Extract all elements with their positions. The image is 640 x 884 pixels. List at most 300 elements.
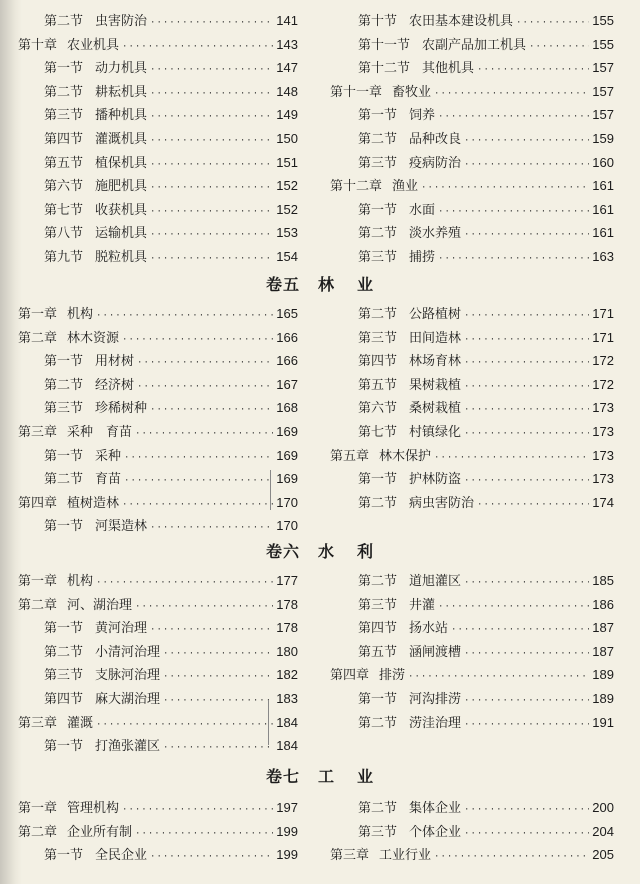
entry-title: 用材树 [95,354,135,370]
toc-chapter-entry [18,303,298,325]
entry-title: 饲养 [409,108,436,124]
dot-leader [421,177,589,199]
entry-title: 播种机具 [95,108,148,124]
page-number: 199 [276,823,298,839]
page-number: 171 [592,329,614,345]
entry-number: 第五章 [330,448,370,464]
entry-title: 其他机具 [422,61,475,77]
entry-title: 水面 [409,202,436,218]
toc-section-entry [358,327,614,349]
entry-title: 林木资源 [67,330,120,346]
toc-section-entry [44,81,298,103]
entry-title: 河、湖治理 [67,597,133,613]
page-number: 154 [276,249,298,264]
toc-section-entry [44,222,298,244]
dot-leader [150,619,273,641]
dot-leader [464,714,589,736]
entry-title: 灌溉机具 [95,132,148,147]
dot-leader [464,643,589,665]
dot-leader [163,690,273,712]
page-number: 204 [592,823,614,839]
page-number: 174 [592,494,614,510]
toc-chapter-entry [330,175,614,197]
toc-section-entry [44,445,298,467]
entry-number: 第一节 [44,848,84,864]
entry-number: 第三章 [18,715,58,731]
dot-leader [122,36,273,58]
dot-leader [464,224,589,246]
page-number: 173 [592,471,614,487]
entry-title: 个体企业 [409,824,462,840]
toc-chapter-entry [18,327,298,349]
entry-number: 第十章 [18,37,58,53]
entry-title: 打渔张灌区 [95,739,161,755]
entry-title: 收获机具 [95,202,148,218]
entry-title: 管理机构 [67,801,120,816]
entry-number: 第二节 [44,377,84,393]
toc-section-entry [44,688,298,710]
toc-section-entry [44,152,298,174]
entry-title: 采种 [95,448,122,464]
entry-title: 护林防盗 [409,472,462,488]
dot-leader [434,846,589,868]
toc-section-entry [358,712,614,734]
toc-section-entry [358,594,614,616]
dot-leader [464,690,589,712]
toc-section-entry [44,128,298,150]
entry-number: 第一节 [44,621,84,637]
entry-number: 第九节 [44,250,84,265]
dot-leader [434,83,589,105]
entry-title: 田间造林 [409,330,462,346]
dot-leader [464,352,589,374]
entry-title: 林木保护 [379,448,432,464]
dot-leader [150,12,273,34]
page-number: 148 [276,83,298,99]
page-number: 160 [592,154,614,170]
page-number: 155 [592,36,614,52]
dot-leader [438,248,589,270]
entry-title: 施肥机具 [95,179,148,195]
dot-leader [464,423,589,445]
entry-number: 第三节 [358,824,398,840]
entry-number: 第一章 [18,801,58,816]
page-number: 161 [592,178,614,194]
entry-title: 育苗 [95,472,122,488]
entry-number: 第二节 [358,132,398,147]
entry-title: 小清河治理 [95,644,161,660]
dot-leader [477,494,589,516]
entry-number: 第四章 [18,495,58,511]
entry-title: 井灌 [409,597,436,613]
entry-title: 林场育林 [409,354,462,370]
dot-leader [96,714,273,736]
entry-number: 第十一节 [358,37,411,53]
entry-title: 集体企业 [409,801,462,816]
dot-leader [464,572,589,594]
entry-title: 桑树栽植 [409,401,462,417]
page-number: 152 [276,201,298,217]
entry-number: 第十节 [358,14,398,29]
dot-leader [96,305,273,327]
page-number: 141 [276,13,298,28]
toc-section-entry [358,492,614,514]
toc-section-entry [358,104,614,126]
page-number: 200 [592,800,614,815]
entry-number: 第七节 [44,202,84,218]
entry-title: 植保机具 [95,155,148,171]
entry-number: 第五节 [358,644,398,660]
dot-leader [137,376,273,398]
toc-section-entry [358,10,614,32]
entry-title: 河沟排涝 [409,692,462,707]
entry-title: 农田基本建设机具 [409,14,514,29]
entry-number: 第十二章 [330,179,383,195]
entry-title: 涝洼治理 [409,715,462,731]
page-number: 185 [592,573,614,588]
toc-chapter-entry [330,844,614,866]
entry-number: 第三节 [358,330,398,346]
entry-title: 淡水养殖 [409,226,462,242]
entry-title: 麻大湖治理 [95,692,161,707]
dot-leader [464,399,589,421]
page-number: 186 [592,596,614,612]
toc-section-entry [358,821,614,843]
page-number: 187 [592,643,614,659]
toc-section-entry [44,10,298,32]
page-number: 147 [276,60,298,76]
dot-leader [438,596,589,618]
dot-leader [96,572,273,594]
dot-leader [150,224,273,246]
dot-leader [434,447,589,469]
page-number: 199 [276,847,298,863]
entry-number: 第三节 [44,108,84,124]
entry-number: 第三节 [44,401,84,417]
entry-title: 农业机具 [67,37,120,53]
entry-title: 捕捞 [409,250,436,265]
entry-number: 第八节 [44,226,84,242]
toc-section-entry [358,199,614,221]
entry-number: 第二章 [18,824,58,840]
page-number: 173 [592,424,614,439]
entry-title: 果树栽植 [409,377,462,393]
entry-number: 第二章 [18,330,58,346]
page-number: 157 [592,83,614,99]
volume-heading [0,764,640,790]
page-number: 161 [592,201,614,217]
page-number: 157 [592,107,614,123]
entry-number: 第二节 [358,307,398,322]
dot-leader [464,470,589,492]
dot-leader [438,201,589,223]
page-number: 180 [276,643,298,659]
toc-section-entry [44,468,298,490]
toc-section-entry [358,246,614,268]
volume-title-char: 业 [357,767,375,786]
toc-chapter-entry [18,34,298,56]
dot-leader [163,737,273,759]
toc-section-entry [358,303,614,325]
entry-number: 第一节 [44,739,84,755]
dot-leader [464,799,589,821]
dot-leader [122,329,273,351]
page-number: 170 [276,518,298,534]
dot-leader [451,619,589,641]
volume-title-char: 工 [317,767,335,786]
entry-title: 农副产品加工机具 [422,37,527,53]
entry-number: 第十一章 [330,84,383,100]
toc-section-entry [358,57,614,79]
page-number: 161 [592,225,614,241]
page-number: 165 [276,306,298,321]
entry-number: 第一节 [44,354,84,370]
dot-leader [150,846,273,868]
dot-leader [122,799,273,821]
entry-title: 运输机具 [95,226,148,242]
entry-number: 第一节 [358,692,398,707]
entry-number: 第六节 [358,401,398,417]
toc-section-entry [44,515,298,537]
page-number: 151 [276,154,298,170]
dot-leader [464,823,589,845]
toc-chapter-entry [18,797,298,819]
toc-chapter-entry [18,594,298,616]
dot-leader [464,376,589,398]
toc-section-entry [358,222,614,244]
entry-number: 第二节 [358,801,398,816]
page-number: 149 [276,107,298,123]
volume-title-char: 水 [317,542,335,561]
entry-title: 经济树 [95,377,135,393]
entry-title: 灌溉 [67,715,94,731]
entry-number: 第三节 [358,597,398,613]
toc-chapter-entry [18,421,298,443]
entry-number: 第一节 [358,202,398,218]
entry-number: 第二节 [44,472,84,488]
dot-leader [135,423,273,445]
page-number: 167 [276,376,298,392]
entry-number: 第三节 [358,250,398,265]
toc-section-entry [358,617,614,639]
entry-number: 第三章 [330,848,370,864]
entry-title: 排涝 [379,668,406,684]
entry-number: 第一节 [44,519,84,535]
dot-leader [150,517,273,539]
page-number: 184 [276,738,298,754]
entry-number: 第五节 [358,377,398,393]
page-number: 177 [276,573,298,588]
entry-title: 支脉河治理 [95,668,161,684]
entry-title: 病虫害防治 [409,495,475,511]
page-number: 166 [276,353,298,369]
dot-leader [150,130,273,152]
entry-title: 采种 育苗 [67,425,133,440]
toc-section-entry [358,128,614,150]
entry-title: 公路植树 [409,307,462,322]
page-number: 155 [592,13,614,28]
entry-title: 脱粒机具 [95,250,148,265]
entry-number: 第一章 [18,574,58,589]
page-number: 189 [592,691,614,706]
volume-number: 卷六 [265,542,300,561]
volume-number: 卷五 [265,275,300,294]
entry-title: 机构 [67,574,94,589]
page-number: 173 [592,447,614,463]
dot-leader [124,470,273,492]
page-number: 170 [276,494,298,510]
entry-title: 涵闸渡槽 [409,644,462,660]
dot-leader [135,596,273,618]
dot-leader [163,666,273,688]
page-number: 184 [276,714,298,730]
toc-chapter-entry [330,445,614,467]
dot-leader [408,666,589,688]
entry-number: 第七节 [358,425,398,440]
entry-number: 第三章 [18,425,58,440]
entry-number: 第四节 [44,132,84,147]
dot-leader [150,106,273,128]
entry-number: 第四章 [330,668,370,684]
entry-title: 畜牧业 [392,84,432,100]
toc-chapter-entry [18,712,298,734]
toc-section-entry [44,664,298,686]
entry-title: 机构 [67,307,94,322]
toc-section-entry [44,735,298,757]
dot-leader [137,352,273,374]
dot-leader [150,248,273,270]
dot-leader [122,494,273,516]
entry-number: 第四节 [44,692,84,707]
toc-section-entry [358,797,614,819]
entry-title: 全民企业 [95,848,148,864]
page-number: 168 [276,400,298,416]
page-number: 187 [592,620,614,636]
entry-title: 扬水站 [409,621,449,637]
toc-section-entry [44,374,298,396]
entry-number: 第二节 [358,226,398,242]
entry-title: 河渠造林 [95,519,148,535]
entry-number: 第三节 [358,155,398,171]
dot-leader [150,177,273,199]
toc-section-entry [44,199,298,221]
page-number: 157 [592,60,614,76]
page-number: 169 [276,447,298,463]
toc-section-entry [358,641,614,663]
dot-leader [135,823,273,845]
toc-section-entry [358,397,614,419]
entry-title: 动力机具 [95,61,148,77]
dot-leader [150,154,273,176]
dot-leader [464,329,589,351]
toc-section-entry [44,104,298,126]
entry-number: 第四节 [358,354,398,370]
entry-title: 渔业 [392,179,419,195]
dot-leader [163,643,273,665]
toc-chapter-entry [330,81,614,103]
entry-title: 虫害防治 [95,14,148,29]
toc-chapter-entry [18,492,298,514]
toc-section-entry [44,397,298,419]
toc-section-entry [358,570,614,592]
page-number: 169 [276,471,298,487]
volume-title-char: 业 [357,275,375,294]
page-number: 166 [276,329,298,345]
toc-chapter-entry [18,821,298,843]
page-number: 205 [592,847,614,863]
entry-number: 第一章 [18,307,58,322]
gutter-mark [268,700,269,745]
toc-section-entry [44,57,298,79]
page-number: 172 [592,353,614,369]
toc-chapter-entry [330,664,614,686]
dot-leader [150,399,273,421]
toc-section-entry [44,350,298,372]
volume-heading [0,539,640,565]
toc-section-entry [358,34,614,56]
dot-leader [516,12,589,34]
page-number: 169 [276,424,298,439]
dot-leader [150,83,273,105]
toc-section-entry [44,617,298,639]
page-number: 150 [276,131,298,146]
entry-number: 第三节 [44,668,84,684]
dot-leader [438,106,589,128]
entry-number: 第二节 [358,715,398,731]
entry-number: 第二章 [18,597,58,613]
volume-title-char: 林 [317,275,335,294]
page-number: 189 [592,667,614,683]
page-number: 159 [592,131,614,146]
entry-title: 道旭灌区 [409,574,462,589]
entry-title: 村镇绿化 [409,425,462,440]
page-number: 153 [276,225,298,241]
page-number: 191 [592,714,614,730]
entry-title: 疫病防治 [409,155,462,171]
entry-number: 第四节 [358,621,398,637]
entry-title: 植树造林 [67,495,120,511]
entry-number: 第五节 [44,155,84,171]
toc-section-entry [358,688,614,710]
entry-number: 第二节 [44,14,84,29]
page-number: 173 [592,400,614,416]
dot-leader [464,130,589,152]
toc-chapter-entry [18,570,298,592]
toc-section-entry [358,421,614,443]
page-number: 163 [592,249,614,264]
dot-leader [477,59,589,81]
entry-title: 工业行业 [379,848,432,864]
entry-number: 第一节 [358,108,398,124]
entry-title: 品种改良 [409,132,462,147]
page-number: 178 [276,620,298,636]
entry-number: 第一节 [44,448,84,464]
volume-title-char: 利 [357,542,375,561]
dot-leader [464,305,589,327]
toc-section-entry [44,641,298,663]
volume-number: 卷七 [265,767,300,786]
entry-number: 第二节 [44,84,84,100]
page-number: 172 [592,376,614,392]
dot-leader [150,59,273,81]
entry-number: 第六节 [44,179,84,195]
page-number: 183 [276,691,298,706]
entry-title: 黄河治理 [95,621,148,637]
entry-number: 第二节 [358,574,398,589]
entry-number: 第二节 [358,495,398,511]
page-number: 197 [276,800,298,815]
dot-leader [124,447,273,469]
